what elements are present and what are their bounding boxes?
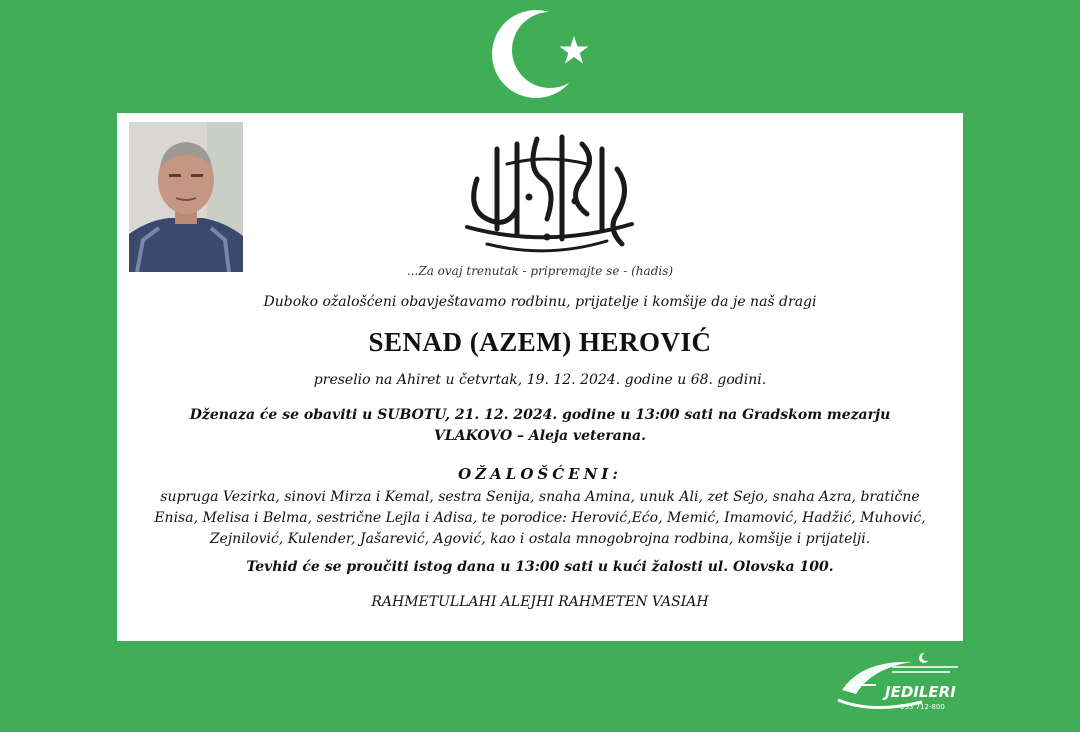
logo-phone: 033 712-800 xyxy=(900,703,945,711)
closing-prayer: RAHMETULLAHI ALEJHI RAHMETEN VASIAH xyxy=(371,594,709,610)
hadith-quote: ...Za ovaj trenutak - pripremajte se - (hadis) xyxy=(406,264,674,278)
intro-text: Duboko ožalošćeni obavještavamo rodbinu, prijatelje i komšije da je naš dragi xyxy=(263,294,817,310)
obituary-card xyxy=(117,113,963,641)
mourners-heading: OŽALOŠĆENI: xyxy=(458,465,622,483)
crescent-and-star-icon xyxy=(488,6,596,102)
tevhid-info: Tevhid će se proučiti istog dana u 13:00 sati u kući žalosti ul. Olovska 100. xyxy=(246,559,834,575)
funeral-line-2: VLAKOVO – Aleja veterana. xyxy=(434,428,646,444)
mourners-line-3: Zejnilović, Kulender, Jašarević, Agović, kao i ostala mnogobrojna rodbina, komšije i prijatelji. xyxy=(209,531,871,547)
mourners-list xyxy=(137,487,943,550)
funeral-info xyxy=(117,405,963,447)
funeral-line-1: Dženaza će se obaviti u SUBOTU, 21. 12. 2024. godine u 13:00 sati na Gradskom mezarju xyxy=(189,407,891,423)
logo-name: JEDILERI xyxy=(885,683,956,701)
mourners-line-2: Enisa, Melisa i Belma, sestrične Lejla i Adisa, te porodice: Herović,Ećo, Memić, Imamović, Hadžić, Muhović, xyxy=(154,510,926,526)
mourners-line-1: supruga Vezirka, sinovi Mirza i Kemal, sestra Senija, snaha Amina, unuk Ali, zet Sejo, snaha Azra, bratične xyxy=(160,489,920,505)
arabic-calligraphy-emblem xyxy=(447,119,647,261)
death-date-text: preselio na Ahiret u četvrtak, 19. 12. 2024. godine u 68. godini. xyxy=(313,372,767,388)
deceased-name: SENAD (AZEM) HEROVIĆ xyxy=(368,327,712,357)
deceased-photo xyxy=(129,122,243,272)
